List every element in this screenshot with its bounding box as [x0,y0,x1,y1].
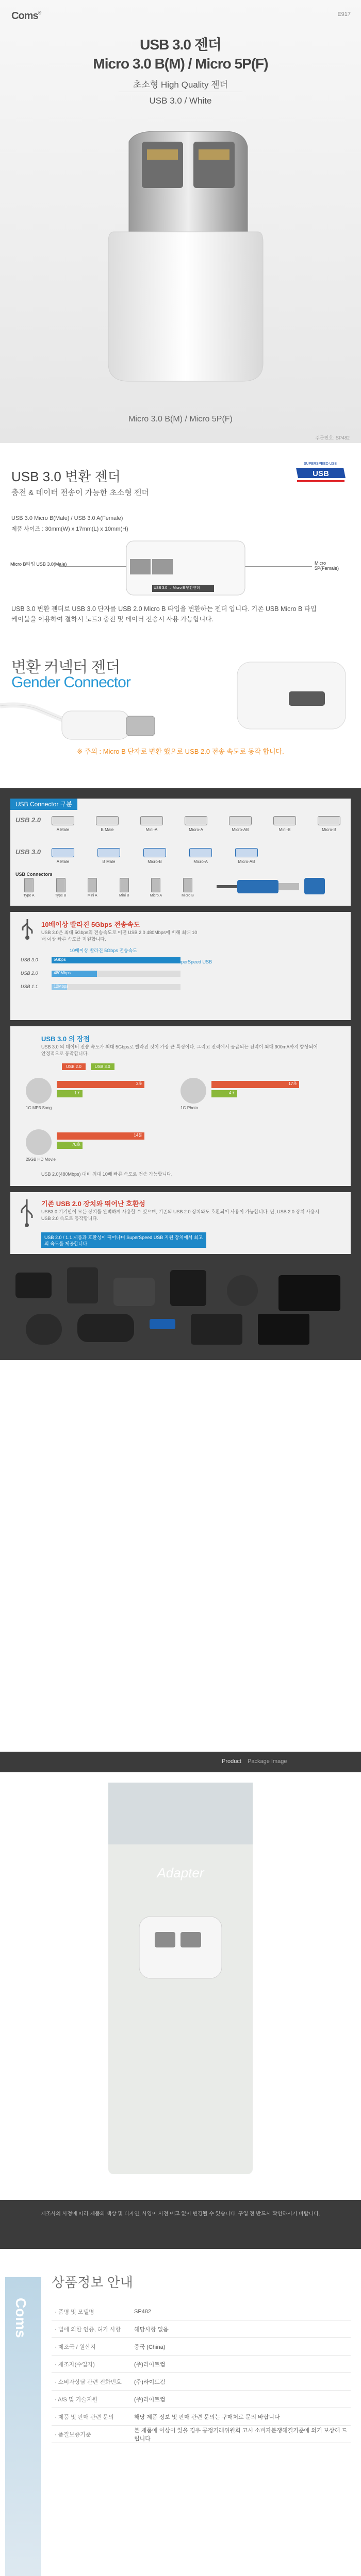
connector-shape [185,816,207,825]
package-head2: Package Image [248,1758,287,1765]
connector-type-label: A Male [56,827,70,832]
badge-text: SUPERSPEED USB [303,462,337,466]
connector-plug [24,878,34,892]
connector-type-label: Micro-AB [232,827,249,832]
connector-plug [56,878,65,892]
side-banner [5,2277,41,2576]
speed-label: 10배이상 빨라진 5Gbps 전송속도 [70,948,137,953]
intro-title: USB 3.0 변환 젠더 [11,469,121,484]
usb2-time: 14분 [57,1132,144,1140]
speed-bar-track [52,957,180,963]
gender-photo [0,644,361,747]
connector-type-usb2 [179,816,212,837]
connector-type-label: Micro-AB [238,859,255,864]
connector-plug [151,878,160,892]
speed-row [21,969,217,979]
connector-name: Type A [23,894,35,897]
connector-type-usb2 [91,816,124,837]
media-icon [26,1078,52,1104]
connector-shape [97,848,120,857]
superspeed-badge [292,459,349,487]
connector-name: Micro B [182,894,194,897]
speed-panel [10,912,351,1020]
usb3-time: 1초 [57,1090,83,1097]
speed-value: 5Gbps [54,957,66,962]
info-row [52,2408,351,2426]
advantage-item [180,1078,330,1114]
connector-shape [235,848,258,857]
disclaimer-text: 제조사의 사정에 따라 제품의 색상 및 디자인, 사양이 사전 예고 없이 변경될 수 있습니다. 구입 전 반드시 확인하시기 바랍니다. [41,2211,320,2217]
brand-logo: Coms® [11,10,41,22]
advantage-item [26,1078,175,1114]
info-key: · 품명 및 모델명 [55,2309,94,2315]
advantage-item-name: 25GB HD Movie [26,1157,56,1162]
hero-title: USB 3.0 젠더 [140,37,221,53]
speed-bar-track [52,971,180,977]
features-section [0,788,361,1360]
speed-row-label: USB 1.1 [21,984,38,989]
connector-plug [120,878,129,892]
compat-note: USB 2.0 / 1.1 제품과 호환성이 뛰어나며 SuperSpeed USB 지원 장치에서 최고의 속도를 제공합니다. [41,1232,206,1248]
info-key: · 소비자상담 관련 전화번호 [55,2379,122,2385]
info-key: · 법에 의한 인증, 허가 사항 [55,2326,121,2333]
label-left: Micro B타입 USB 3.0(Male) [10,562,67,567]
compat-panel [10,1192,351,1254]
info-key: · A/S 및 기술지원 [55,2396,98,2403]
connector-type-usb3 [138,848,171,869]
connector-item [47,878,74,903]
connector-item [15,878,42,903]
advantage-head: USB 3.0 의 장점 [41,1035,90,1043]
connector-shape [189,848,212,857]
connector-panel-head: USB Connector 구분 [10,799,77,810]
connector-name: Mini B [119,894,129,897]
hero-tagline: 초소형 High Quality 젠더 [133,80,228,90]
connector-plug [88,878,97,892]
product-code: E917 [337,11,351,18]
package-image [98,1783,263,2174]
usb2-time: 3초 [57,1081,144,1088]
usb3-time: 70초 [57,1142,83,1149]
connector-type-label: Mini-A [145,827,158,832]
speed-value: 480Mbps [54,971,71,975]
connector-type-label: A Male [56,859,70,864]
usb-cable-image [217,871,340,903]
advantage-item-name: 1G Photo [180,1106,198,1110]
gender-title: 변환 커넥터 젠더 [11,659,120,676]
connector-type-label: Micro-A [193,859,208,864]
info-title: 상품정보 안내 [52,2275,133,2290]
info-row [52,2303,351,2320]
info-key: · 제품 및 판매 관련 문의 [55,2414,114,2420]
device-images [10,1262,351,1350]
connector-item [111,878,138,903]
info-key: · 품질보증기준 [55,2431,91,2438]
info-row [52,2373,351,2391]
connector-type-usb2 [46,816,79,837]
connector-type-usb3 [230,848,263,869]
info-row [52,2320,351,2338]
connector-type-usb3 [92,848,125,869]
intro-subtitle: 충전 & 데이터 전송이 가능한 초소형 젠더 [11,488,149,497]
info-value: SP482 [134,2308,152,2315]
connector-shape [273,816,296,825]
info-value: (주)라이트컴 [134,2396,166,2403]
connectors-label: USB Connectors [15,872,53,877]
svg-text:USB: USB [313,469,329,478]
usb3-label: USB 3.0 [15,848,41,856]
connector-shape [318,816,340,825]
connector-type-label: Micro-B [322,827,336,832]
usb3-time: 4초 [211,1090,237,1097]
info-value: 해당사항 없음 [134,2326,169,2333]
connector-type-label: Micro-B [147,859,162,864]
package-header [0,1752,361,1772]
advantage-panel [10,1026,351,1186]
connector-type-usb3 [46,848,79,869]
media-icon [26,1129,52,1155]
connector-type-label: B Male [102,859,116,864]
compat-text: USB3.0 기기만이 모든 장치를 완벽하게 사용할 수 있으며, 기존의 USB 2.0 장치와도 호환되어 사용이 가능합니다. 단, USB 2.0 장치 사용시 USB 2.0 속도로 동작합니다. [41,1209,320,1221]
info-key: · 제조국 / 원산지 [55,2344,96,2350]
gender-note: ※ 주의 : Micro B 단자로 변환 했으로 USB 2.0 전송 속도로 동작 합니다. [77,748,284,755]
speed-bar-track [52,984,180,990]
connector-type-label: Micro-A [189,827,203,832]
speed-row-label: USB 3.0 [21,957,38,962]
adapter-diagram [10,536,351,598]
hero-product-image [98,121,273,389]
connector-shape [52,848,74,857]
label-right: Micro 5P(Female) [315,561,339,571]
connector-panel [10,799,351,906]
connector-type-usb2 [313,816,346,837]
connector-type-usb2 [135,816,168,837]
compat-head: 기존 USB 2.0 장치와 뛰어난 호환성 [41,1200,145,1208]
disclaimer-section [0,2200,361,2249]
side-brand: Coms [13,2298,29,2338]
gender-subtitle: Gender Connector [11,674,130,691]
compat-usb-icon [17,1197,37,1228]
package-box-label: Adapter [157,1865,204,1880]
info-row [52,2426,351,2443]
connector-name: Micro A [150,894,162,897]
advantage-text: USB 3.0 의 데이터 전송 속도가 최대 5Gbps로 빨라진 것이 가장 큰 특징이다. 그리고 전력에서 공급되는 전력이 최대 900mA까지 향상되어 안정적으로 동작합니다. [41,1044,318,1056]
connector-shape [140,816,163,825]
connector-type-usb2 [268,816,301,837]
info-value: 중국 (China) [134,2344,166,2350]
connector-type-label: Mini-B [278,827,291,832]
info-table [52,2303,351,2443]
speed-bar-fill [52,984,67,990]
info-value: 해당 제품 정보 및 판매 관련 문의는 구매처로 문의 바랍니다 [134,2414,280,2420]
connector-type-label: B Male [101,827,114,832]
connector-item [174,878,201,903]
speed-head: 10배이상 빨라진 5Gbps 전송속도 [41,921,140,928]
ss-label: SuperSpeed USB [175,959,212,964]
connector-shape [143,848,166,857]
speed-value: 12Mbps [54,984,69,989]
spec-line-1: USB 3.0 Micro B(Male) / USB 3.0 A(Female) [11,515,123,521]
label-center: USB 3.0 → Micro B 변환젠더 [154,586,200,590]
info-value: (주)라이트컴 [134,2379,166,2385]
connector-type-usb2 [224,816,257,837]
speed-text: USB 3.0은 최대 5Gbps의 전송속도로 이전 USB 2.0 480Mbps에 비해 최대 10배 이상 빠른 속도를 지원합니다. [41,930,198,942]
info-value: 본 제품에 이상이 있을 경우 공정거래위원회 고시 소비자분쟁해결기준에 의거 보상해 드립니다 [134,2427,348,2442]
connector-item [79,878,106,903]
connector-shape [52,816,74,825]
advantage-item-name: 1G MP3 Song [26,1106,52,1110]
speed-bar-fill [52,971,97,977]
connector-name: Mini A [87,894,97,897]
usb2-time: 17초 [211,1081,299,1088]
info-row [52,2391,351,2408]
hero-caption: Micro 3.0 B(M) / Micro 5P(F) [128,415,233,423]
spec-line-2: 제품 사이즈 : 30mm(W) x 17mm(L) x 10mm(H) [11,526,128,532]
usb-speed-icon [17,918,38,940]
usb2-label: USB 2.0 [15,816,41,824]
info-row [52,2338,351,2355]
package-head: Product [222,1758,241,1765]
speed-row-label: USB 2.0 [21,971,38,976]
advantage-legend-item: USB 3.0 [91,1063,114,1070]
connector-type-usb3 [184,848,217,869]
intro-description: USB 3.0 변환 젠더로 USB 3.0 단자를 USB 2.0 Micro B 타입을 변환하는 젠더 입니다. 기존 USB Micro B 타입 케이블을 이용하여 결하시 노트3 충전 및 데이터 전송시 사용 가능합니다. [11,605,317,623]
hero-section [0,0,361,443]
hero-model: Micro 3.0 B(M) / Micro 5P(F) [93,56,268,72]
connector-shape [229,816,252,825]
advantage-foot: USB 2.0(480Mbps) 대비 최대 10배 빠른 속도로 전송 가능합니다. [41,1172,173,1177]
advantage-item [26,1129,175,1165]
info-row [52,2355,351,2373]
connector-item [142,878,169,903]
speed-bar-fill [52,957,180,963]
connector-name: Type B [55,894,67,897]
info-key: · 제조자(수입자) [55,2361,95,2368]
connector-plug [183,878,192,892]
order-number: 주문번호: SP482 [315,435,350,440]
speed-row [21,982,217,992]
hero-variant: USB 3.0 / White [149,96,212,106]
connector-shape [96,816,119,825]
advantage-legend-item: USB 2.0 [62,1063,86,1070]
info-value: (주)라이트컴 [134,2361,166,2368]
media-icon [180,1078,206,1104]
